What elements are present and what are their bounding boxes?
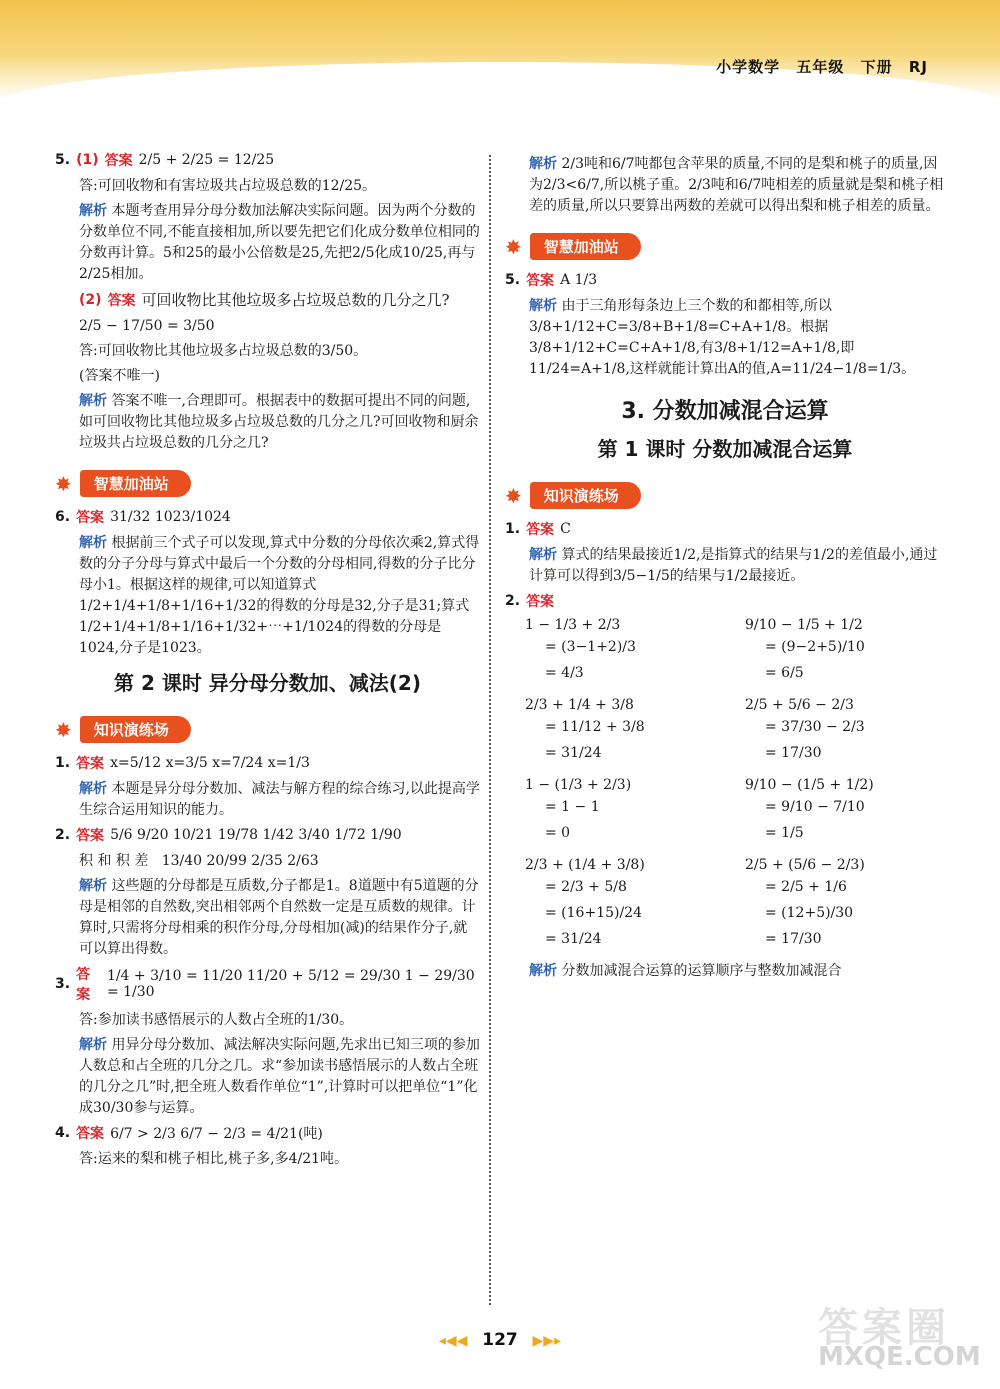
question-number: 5. <box>505 272 521 288</box>
calc-item <box>525 697 745 767</box>
calc-step: = 1 − 1 <box>545 799 600 815</box>
analysis-text: 由于三角形每条边上三个数的和都相等,所以3/8+1/12+C=3/8+B+1/8=C+A+1/8。根据3/8+1/12+C=C+A+1/8,有3/8+1/12=A+1/8,即11/24=A+1/8,这样就能计算出A的值,A=11/24−1/8=1/3。 <box>529 298 916 377</box>
analysis-tag: 解析 <box>529 963 557 979</box>
calc-step: = 17/30 <box>765 931 822 947</box>
calc-step: = (16+15)/24 <box>545 905 642 921</box>
question-number: 2. <box>55 827 71 843</box>
equation: x=5/12 x=3/5 x=7/24 x=1/3 <box>110 755 310 771</box>
analysis-text: 答案不唯一,合理即可。根据表中的数据可提出不同的问题,如可回收物比其他垃圾多占垃圾总数的几分之几?可回收物和厨余垃圾共占垃圾总数的几分之几? <box>79 393 479 451</box>
section-badge-practice <box>505 482 641 509</box>
analysis-text: 分数加减混合运算的运算顺序与整数加减混合 <box>561 963 842 979</box>
answer-text: 答:可回收物比其他垃圾多占垃圾总数的3/50。 <box>79 343 368 359</box>
question-number: 2. <box>505 593 521 609</box>
analysis-text: 根据前三个式子可以发现,算式中分数的分母依次乘2,算式得数的分子分母与算式中最后一个分数的分母相同,得数的分子比分母小1。根据这样的规律,可以知道算式1/2+1/4+1/8+1/16+1/32的得数的分母是32,分子是31;算式1/2+1/4+1/8+1/16+1/32+⋯+1/1024的得数的分母是1024,分子是1023。 <box>79 535 480 656</box>
calc-step: = 6/5 <box>765 665 804 681</box>
calc-expression: 9/10 − 1/5 + 1/2 <box>745 617 863 633</box>
analysis-tag: 解析 <box>79 781 107 797</box>
gear-icon: ✸ <box>55 471 72 496</box>
analysis-tag: 解析 <box>79 1037 107 1053</box>
equation: A 1/3 <box>560 272 598 288</box>
calculation-grid <box>525 617 945 953</box>
analysis-text: 用异分母分数加、减法解决实际问题,先求出已知三项的参加人数总和占全班的几分之几。求“参加读书感悟展示的人数占全班的几分之几”时,把全班人数看作单位“1”,计算时可以把单位“1”化成30/30参与运算。 <box>79 1037 480 1116</box>
section-badge-boost <box>505 233 641 260</box>
calc-expression: 1 − (1/3 + 2/3) <box>525 777 632 793</box>
section-badge-practice <box>55 716 191 743</box>
calc-step: = (9−2+5)/10 <box>765 639 865 655</box>
calc-step: = 2/5 + 1/6 <box>765 879 847 895</box>
answer-tag: 答案 <box>76 756 105 772</box>
answer-tag: 答案 <box>76 967 91 1003</box>
equation: 31/32 1023/1024 <box>110 509 231 525</box>
part-label: (1) <box>76 152 99 168</box>
calc-step: = 17/30 <box>765 745 822 761</box>
question-1 <box>505 519 945 539</box>
analysis-tag: 解析 <box>529 298 557 314</box>
question-1 <box>55 753 480 773</box>
analysis-text: 2/3吨和6/7吨都包含苹果的质量,不同的是梨和桃子的质量,因为2/3<6/7,所以桃子重。2/3吨和6/7吨相差的质量就是梨和桃子相差的质量,所以只要算出两数的差就可以得出梨和桃子相差的质量。 <box>529 156 944 214</box>
gear-icon: ✸ <box>55 717 72 742</box>
header-banner <box>0 0 1000 100</box>
equation: 13/40 20/99 2/35 2/63 <box>161 853 319 869</box>
calc-item <box>525 777 745 847</box>
grade: 五年级 <box>796 58 845 76</box>
subject: 小学数学 <box>716 58 781 76</box>
answer-tag: 答案 <box>526 522 555 538</box>
right-arrows-icon: ▶▶▸ <box>532 1333 562 1349</box>
question-number: 5. <box>55 152 71 168</box>
calc-item <box>525 617 745 687</box>
question-5 <box>55 150 480 170</box>
equation: 6/7 > 2/3 6/7 − 2/3 = 4/21(吨) <box>110 1126 323 1142</box>
lesson-title: 第 2 课时 异分母分数加、减法(2) <box>113 671 421 695</box>
question-4 <box>55 1123 480 1143</box>
answer-tag: 答案 <box>104 153 133 169</box>
calc-step: = 1/5 <box>765 825 804 841</box>
calc-item <box>745 617 965 687</box>
right-column <box>505 150 945 986</box>
analysis-text: 本题是异分母分数加、减法与解方程的综合练习,以此提高学生综合运用知识的能力。 <box>79 781 480 818</box>
gear-icon: ✸ <box>505 483 522 508</box>
analysis-tag: 解析 <box>79 535 107 551</box>
volume: 下册 <box>860 58 893 76</box>
calc-step: = 31/24 <box>545 931 602 947</box>
analysis-tag: 解析 <box>79 393 107 409</box>
analysis-tag: 解析 <box>79 878 107 894</box>
calc-item <box>745 857 965 953</box>
calc-item <box>745 697 965 767</box>
answer-tag: 答案 <box>76 510 105 526</box>
left-column <box>55 150 480 1174</box>
analysis-tag: 解析 <box>529 547 557 563</box>
question-6 <box>55 507 480 527</box>
analysis-tag: 解析 <box>79 203 107 219</box>
equation: 5/6 9/20 10/21 19/78 1/42 3/40 1/72 1/90 <box>110 827 402 843</box>
note-text: (答案不唯一) <box>79 368 160 384</box>
calc-step: = 0 <box>545 825 571 841</box>
analysis-text: 这些题的分母都是互质数,分子都是1。8道题中有5道题的分母是相邻的自然数,突出相邻两个自然数一定是互质数的规律。计算时,只需将分母相乘的积作分母,分母相加(减)的结果作分子,就可以算出得数。 <box>79 878 479 957</box>
column-divider <box>489 155 491 1305</box>
calc-expression: 2/3 + (1/4 + 3/8) <box>525 857 645 873</box>
calc-step: = (3−1+2)/3 <box>545 639 636 655</box>
analysis-tag: 解析 <box>529 156 557 172</box>
question-text: 可回收物比其他垃圾多占垃圾总数的几分之几? <box>141 291 450 309</box>
calc-step: = 2/3 + 5/8 <box>545 879 627 895</box>
question-2 <box>505 591 945 611</box>
calc-item <box>525 857 745 953</box>
row-label: 积 和 积 差 <box>79 853 149 869</box>
header-tag <box>716 56 928 77</box>
calc-expression: 1 − 1/3 + 2/3 <box>525 617 621 633</box>
section-title: 智慧加油站 <box>80 470 191 497</box>
analysis-text: 本题考查用异分母分数加法解决实际问题。因为两个分数的分数单位不同,不能直接相加,所以要先把它们化成分数单位相同的分数再计算。5和25的最小公倍数是25,先把2/5化成10/25,再与2/25相加。 <box>79 203 480 282</box>
question-number: 1. <box>55 755 71 771</box>
answer-text: 答:运来的梨和桃子相比,桃子多,多4/21吨。 <box>79 1151 349 1167</box>
chapter-title: 3. 分数加减混合运算 <box>621 399 829 424</box>
question-5-part2 <box>55 289 480 310</box>
equation: 2/5 + 2/25 = 12/25 <box>138 152 275 168</box>
question-2 <box>55 825 480 845</box>
lesson-title: 第 1 课时 分数加减混合运算 <box>597 437 853 461</box>
question-number: 1. <box>505 521 521 537</box>
edition: RJ <box>908 58 928 76</box>
calc-step: = (12+5)/30 <box>765 905 854 921</box>
calc-expression: 2/5 + 5/6 − 2/3 <box>745 697 854 713</box>
page-number: 127 <box>482 1330 518 1350</box>
equation: 1/4 + 3/10 = 11/20 11/20 + 5/12 = 29/30 1 − 29/30 = 1/30 <box>106 968 475 1000</box>
calc-step: = 31/24 <box>545 745 602 761</box>
calc-step: = 4/3 <box>545 665 584 681</box>
answer-tag: 答案 <box>76 828 105 844</box>
answer-tag: 答案 <box>76 1126 105 1142</box>
question-number: 3. <box>55 976 71 992</box>
equation: 2/5 − 17/50 = 3/50 <box>79 318 215 334</box>
part-label: (2) <box>79 291 102 308</box>
answer-tag: 答案 <box>526 273 555 289</box>
answer-text: 答:参加读书感悟展示的人数占全班的1/30。 <box>79 1012 354 1028</box>
watermark-site: MXQE.COM <box>818 1342 981 1372</box>
question-5 <box>505 270 945 290</box>
question-number: 6. <box>55 509 71 525</box>
calc-item <box>745 777 965 847</box>
section-title: 知识演练场 <box>80 716 191 743</box>
section-title: 智慧加油站 <box>530 233 641 260</box>
section-badge-boost <box>55 470 191 497</box>
section-title: 知识演练场 <box>530 482 641 509</box>
watermark-title: 答案圈 <box>818 1305 950 1351</box>
calc-expression: 9/10 − (1/5 + 1/2) <box>745 777 874 793</box>
equation: C <box>560 521 571 537</box>
analysis-text: 算式的结果最接近1/2,是指算式的结果与1/2的差值最小,通过计算可以得到3/5−1/5的结果与1/2最接近。 <box>529 547 938 584</box>
left-arrows-icon: ◂◀◀ <box>438 1333 468 1349</box>
watermark <box>800 1296 980 1376</box>
calc-expression: 2/5 + (5/6 − 2/3) <box>745 857 865 873</box>
gear-icon: ✸ <box>505 234 522 259</box>
answer-text: 答:可回收物和有害垃圾共占垃圾总数的12/25。 <box>79 178 377 194</box>
calc-step: = 37/30 − 2/3 <box>765 719 865 735</box>
answer-tag: 答案 <box>526 594 555 610</box>
question-number: 4. <box>55 1125 71 1141</box>
calc-step: = 9/10 − 7/10 <box>765 799 865 815</box>
calc-expression: 2/3 + 1/4 + 3/8 <box>525 697 634 713</box>
question-3 <box>55 964 480 1004</box>
answer-tag: 答案 <box>107 292 136 309</box>
calc-step: = 11/12 + 3/8 <box>545 719 645 735</box>
